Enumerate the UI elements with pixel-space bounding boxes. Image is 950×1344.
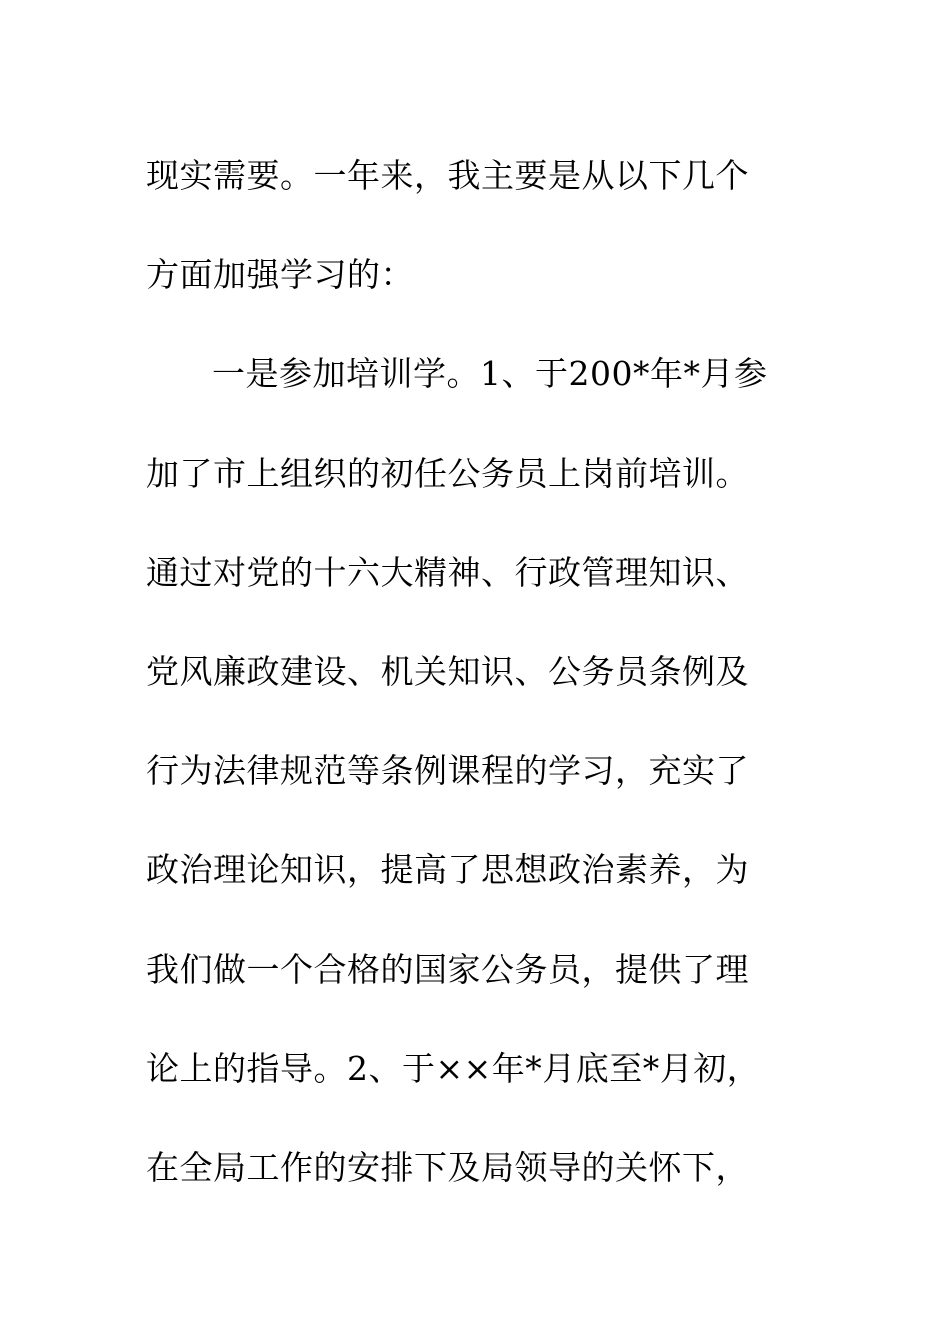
text-line: 党风廉政建设、机关知识、公务员条例及 bbox=[146, 651, 749, 691]
paragraph-start-line: 一是参加培训学。1、于200*年*月参 bbox=[212, 354, 768, 394]
text-line: 我们做一个合格的国家公务员，提供了理 bbox=[146, 949, 749, 989]
text-line: 论上的指导。2、于××年*月底至*月初， bbox=[146, 1048, 761, 1088]
text-line: 在全局工作的安排下及局领导的关怀下， bbox=[146, 1147, 749, 1187]
text-line: 通过对党的十六大精神、行政管理知识、 bbox=[146, 552, 749, 592]
text-line: 加了市上组织的初任公务员上岗前培训。 bbox=[146, 453, 749, 493]
text-line: 政治理论知识，提高了思想政治素养，为 bbox=[146, 850, 749, 890]
text-line: 方面加强学习的： bbox=[146, 255, 414, 295]
body-text bbox=[146, 126, 806, 1217]
text-line: 行为法律规范等条例课程的学习，充实了 bbox=[146, 751, 749, 791]
text-line: 现实需要。一年来，我主要是从以下几个 bbox=[146, 156, 749, 195]
